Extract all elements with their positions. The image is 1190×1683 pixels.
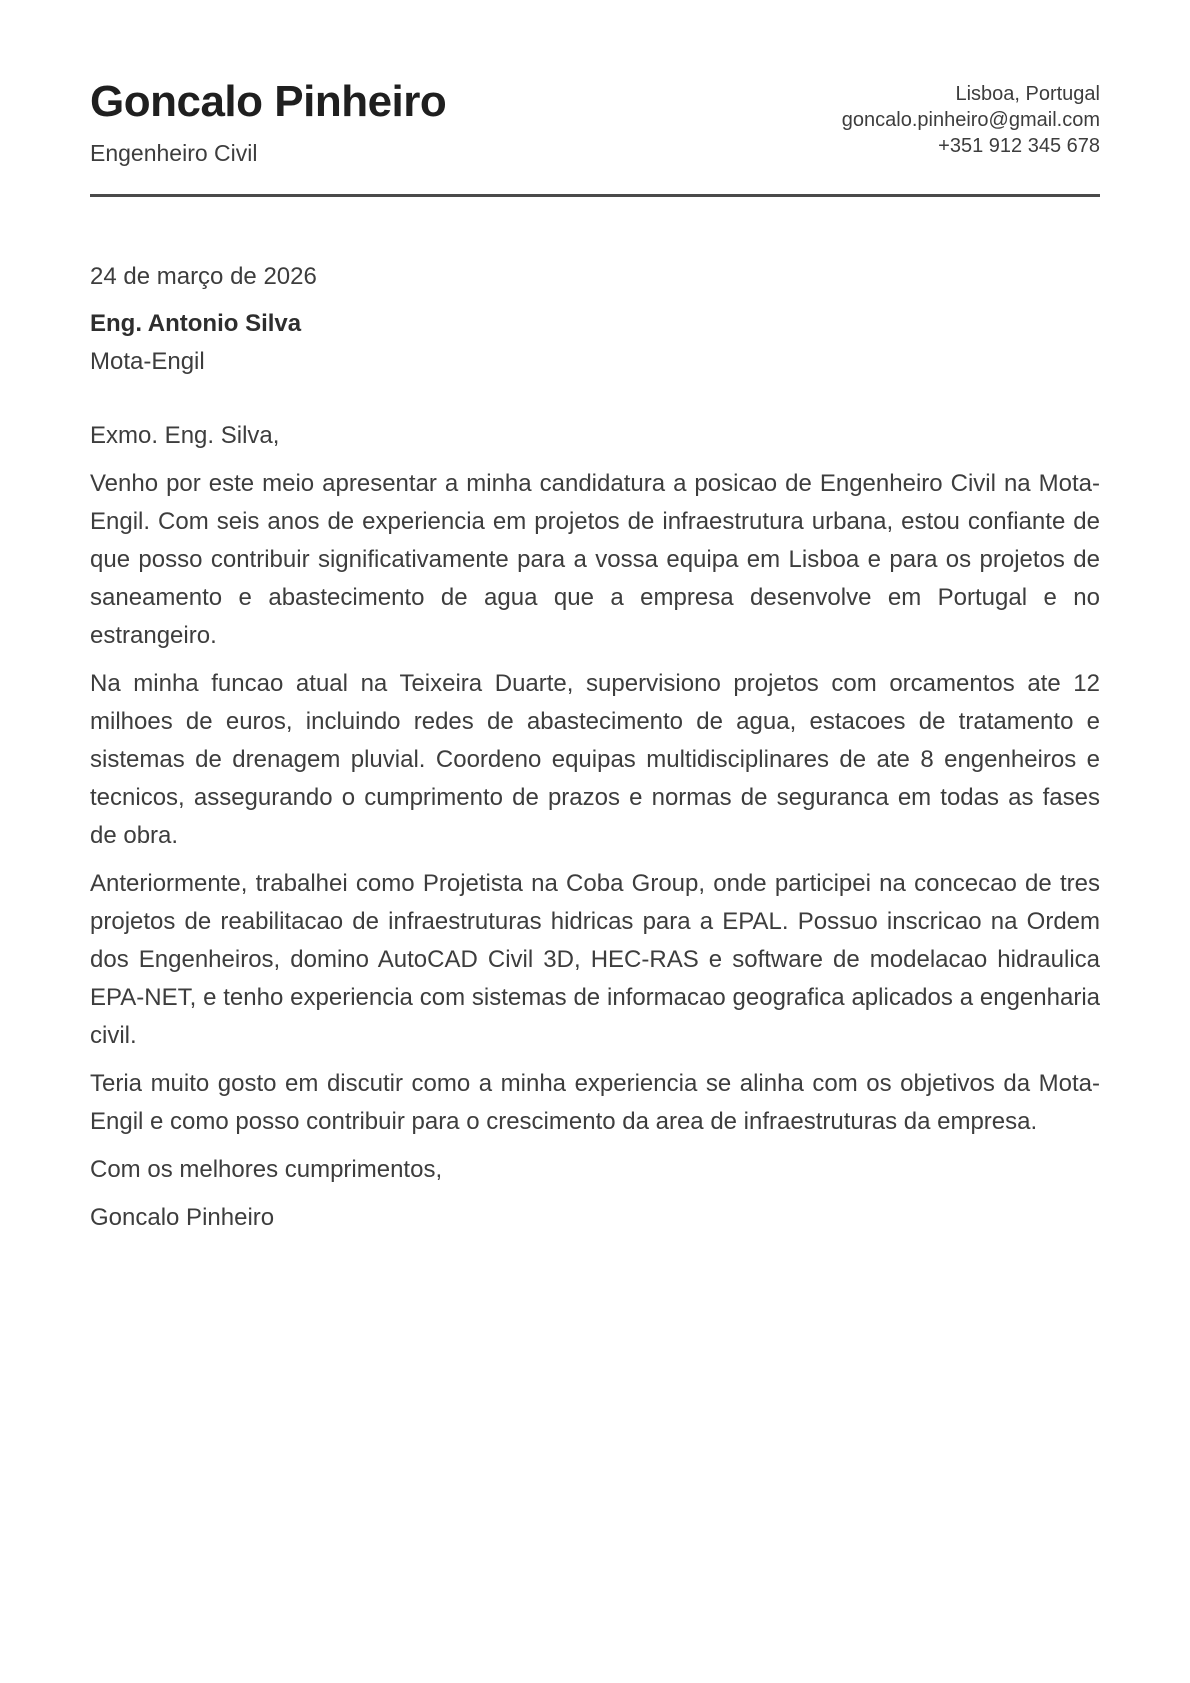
signature-name: Goncalo Pinheiro: [90, 1204, 275, 1232]
contact-email: goncalo.pinheiro@gmail.com: [841, 109, 1100, 131]
contact-phone: +351 912 345 678: [938, 135, 1100, 157]
body-paragraph: Na minha funcao atual na Teixeira Duarte, supervisiono projetos com orcamentos ate 12 milhoes de euros, incluindo redes de abastecimento de agua, estacoes de tratamento e sistemas de drenagem pluvial. Coordeno equipas multidisciplinares de ate 8 engenheiros e tecnicos, assegurando o cumprimento de prazos e normas de seguranca em todas as fases de obra.: [90, 670, 1100, 850]
recipient-company: Mota-Engil: [90, 348, 205, 376]
contact-info: [842, 81, 1100, 159]
body-paragraph: Venho por este meio apresentar a minha candidatura a posicao de Engenheiro Civil na Mota-Engil. Com seis anos de experiencia em projetos de infraestrutura urbana, estou confiante de que posso contribuir significativamente para a vossa equipa em Lisboa e para os projetos de saneamento e abastecimento de agua que a empresa desenvolve em Portugal e no estrangeiro.: [90, 470, 1100, 650]
letter-content: [90, 258, 1100, 1237]
candidate-identity: [90, 78, 446, 168]
letter-date: 24 de março de 2026: [90, 263, 317, 291]
closing-line: Com os melhores cumprimentos,: [90, 1156, 443, 1184]
body-paragraph: Teria muito gosto em discutir como a minha experiencia se alinha com os objetivos da Mota-Engil e como posso contribuir para o crescimento da area de infraestruturas da empresa.: [90, 1070, 1100, 1136]
contact-location: Lisboa, Portugal: [955, 83, 1100, 105]
letter-header: [90, 78, 1100, 168]
salutation: Exmo. Eng. Silva,: [90, 422, 280, 450]
candidate-name: Goncalo Pinheiro: [90, 77, 447, 126]
recipient-name: Eng. Antonio Silva: [90, 310, 302, 338]
recipient-block: [90, 305, 1100, 381]
body-paragraph: Anteriormente, trabalhei como Projetista na Coba Group, onde participei na concecao de tres projetos de reabilitacao de infraestruturas hidricas para a EPAL. Possuo inscricao na Ordem dos Engenheiros, domino AutoCAD Civil 3D, HEC-RAS e software de modelacao hidraulica EPA-NET, e tenho experiencia com sistemas de informacao geografica aplicados a engenharia civil.: [90, 870, 1100, 1050]
candidate-job-title: Engenheiro Civil: [90, 139, 258, 166]
letter-body: [90, 417, 1100, 1237]
header-divider: [90, 194, 1100, 197]
